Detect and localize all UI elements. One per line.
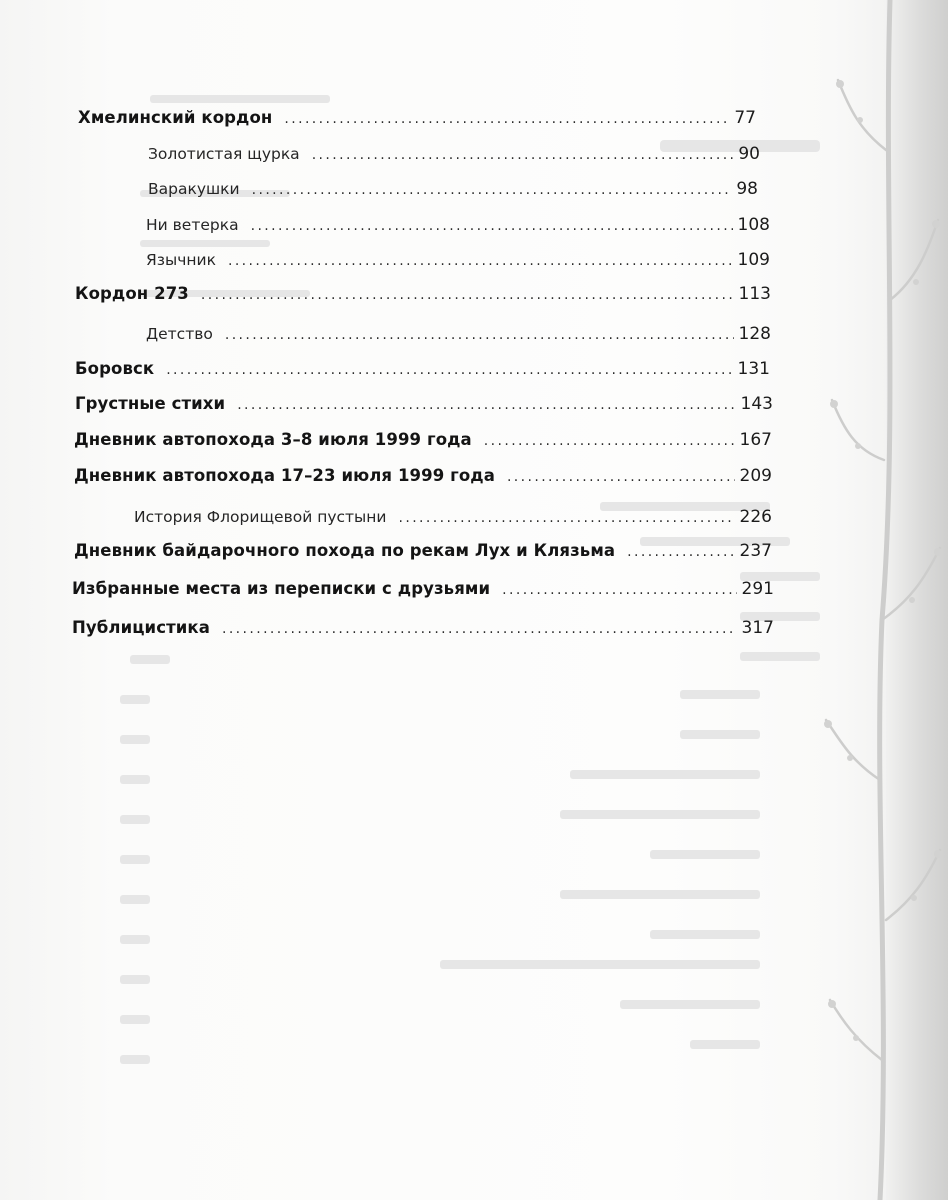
- toc-entry-page: 143: [740, 394, 773, 414]
- toc-entry[interactable]: [134, 507, 772, 537]
- toc-entry-page: 109: [737, 250, 770, 270]
- toc-leader-dots: [222, 621, 737, 637]
- toc-entry-page: 317: [741, 618, 774, 638]
- toc-entry-title: Боровск: [75, 359, 155, 378]
- toc-entry[interactable]: [74, 430, 772, 460]
- toc-leader-dots: [228, 253, 733, 269]
- toc-entry[interactable]: [148, 179, 758, 209]
- toc-entry-page: 108: [737, 215, 770, 235]
- toc-entry-title: Дневник автопохода 3–8 июля 1999 года: [74, 430, 472, 449]
- toc-entry[interactable]: [72, 579, 774, 609]
- toc-leader-dots: [627, 544, 734, 560]
- toc-leader-dots: [252, 182, 732, 198]
- toc-leader-dots: [251, 218, 733, 234]
- toc-entry-title: Золотистая щурка: [148, 145, 300, 163]
- toc-entry-title: Публицистика: [72, 618, 210, 637]
- toc-entry-page: 90: [738, 144, 760, 164]
- toc-entry-title: Хмелинский кордон: [78, 108, 273, 127]
- toc-leader-dots: [166, 362, 732, 378]
- toc-entry-page: 113: [738, 284, 771, 304]
- toc-leader-dots: [399, 510, 735, 526]
- toc-entry[interactable]: [75, 359, 770, 389]
- toc-entry-title: Ни ветерка: [146, 216, 239, 234]
- toc-leader-dots: [237, 397, 735, 413]
- toc-leader-dots: [484, 433, 735, 449]
- toc-entry-title: Дневник байдарочного похода по рекам Лух и Клязьма: [74, 541, 616, 560]
- toc-leader-dots: [507, 469, 735, 485]
- toc-entry-title: Дневник автопохода 17–23 июля 1999 года: [74, 466, 495, 485]
- toc-entry-page: 128: [738, 324, 771, 344]
- toc-entry-page: 167: [739, 430, 772, 450]
- toc-entry-page: 291: [741, 579, 774, 599]
- toc-entry[interactable]: [146, 250, 770, 280]
- toc-entry[interactable]: [75, 394, 773, 424]
- toc-entry-title: Детство: [146, 325, 213, 343]
- toc-entry-title: История Флорищевой пустыни: [134, 508, 387, 526]
- toc-entry[interactable]: [74, 466, 772, 496]
- toc-entry[interactable]: [72, 618, 774, 648]
- toc-entry[interactable]: [146, 324, 771, 354]
- toc-leader-dots: [284, 111, 729, 127]
- toc-leader-dots: [502, 582, 736, 598]
- toc-entry[interactable]: [146, 215, 770, 245]
- toc-entry-page: 226: [739, 507, 772, 527]
- toc-entry[interactable]: [78, 108, 756, 138]
- toc-entry-page: 131: [737, 359, 770, 379]
- toc-entry[interactable]: [148, 144, 760, 174]
- toc-entry-page: 209: [739, 466, 772, 486]
- toc-entry-page: 237: [739, 541, 772, 561]
- toc-entry-page: 98: [736, 179, 758, 199]
- toc-entry-title: Избранные места из переписки с друзьями: [72, 579, 491, 598]
- toc-entry-title: Язычник: [146, 251, 216, 269]
- toc-entry-title: Грустные стихи: [75, 394, 226, 413]
- toc-leader-dots: [201, 287, 734, 303]
- toc-entry-title: Варакушки: [148, 180, 240, 198]
- toc-entry-title: Кордон 273: [75, 284, 189, 303]
- toc-entry-page: 77: [734, 108, 756, 128]
- toc-entry[interactable]: [75, 284, 771, 314]
- toc-entry[interactable]: [74, 541, 772, 571]
- toc-leader-dots: [225, 327, 734, 343]
- toc-leader-dots: [312, 147, 734, 163]
